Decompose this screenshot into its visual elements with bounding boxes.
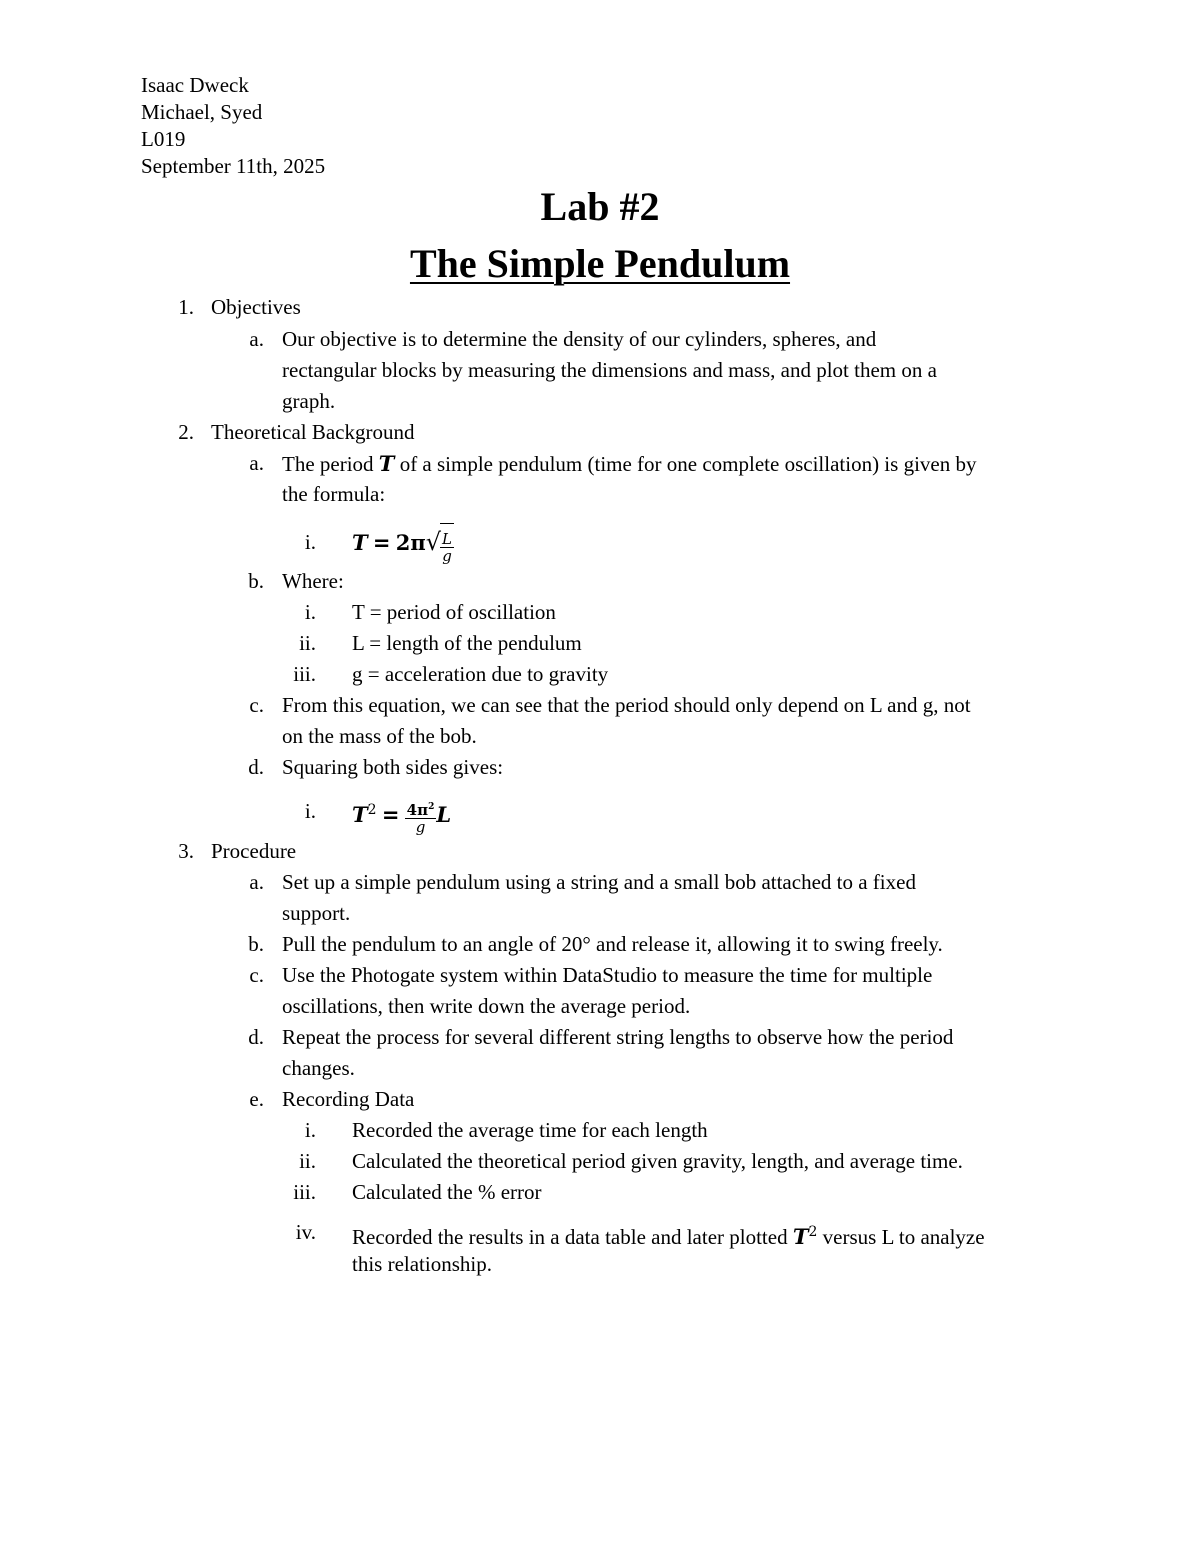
section-3e-marker: e.: [249, 1087, 264, 1111]
recording-item-4-line-2: this relationship.: [352, 1252, 492, 1276]
where-item-2-marker: ii.: [299, 631, 316, 655]
formula-1-denominator: g: [442, 547, 452, 566]
dependence-line-2: on the mass of the bob.: [282, 724, 477, 748]
lab-number-title: Lab #2: [540, 184, 660, 229]
squared-formula: [352, 788, 451, 837]
where-item-1-marker: i.: [304, 600, 316, 624]
procedure-a-line-2: support.: [282, 901, 351, 925]
recording-item-1-marker: i.: [304, 1118, 316, 1142]
recording-item-4-post: versus L to analyze: [817, 1225, 985, 1249]
squaring-label: Squaring both sides gives:: [282, 755, 504, 779]
procedure-c-line-2: oscillations, then write down the average period.: [282, 994, 691, 1018]
section-3-number: 3.: [178, 839, 194, 863]
procedure-d-line-2: changes.: [282, 1056, 355, 1080]
period-intro-post: of a simple pendulum (time for one complete oscillation) is given by: [394, 452, 977, 476]
formula-2-lhs: T: [352, 802, 368, 827]
objective-line-2: rectangular blocks by measuring the dimensions and mass, and plot them on a: [282, 358, 937, 382]
objective-line-1: Our objective is to determine the density of our cylinders, spheres, and: [282, 327, 877, 351]
lab-partners: Michael, Syed: [141, 100, 263, 124]
recording-data-label: Recording Data: [282, 1087, 415, 1111]
section-1a-marker: a.: [249, 327, 264, 351]
report-date: September 11th, 2025: [141, 154, 326, 178]
section-2-heading: Theoretical Background: [211, 420, 415, 444]
period-intro-pre: The period: [282, 452, 379, 476]
formula-2-numerator-base: 4π: [406, 801, 429, 820]
formula-2-numerator: [405, 799, 437, 819]
section-2b-marker: b.: [248, 569, 264, 593]
recording-item-1: Recorded the average time for each length: [352, 1118, 708, 1142]
formula-2-marker: i.: [304, 799, 316, 823]
recording-item-3: Calculated the % error: [352, 1180, 542, 1204]
section-3b-marker: b.: [248, 932, 264, 956]
recording-item-4-pre: Recorded the results in a data table and later plotted: [352, 1225, 793, 1249]
recording-item-4-marker: iv.: [295, 1220, 316, 1244]
lab-subtitle-text: The Simple Pendulum: [409, 241, 791, 286]
recording-item-4-line-1: [352, 1217, 985, 1253]
formula-1-radicand: [440, 523, 454, 568]
recording-item-4-variable: T: [792, 1224, 809, 1249]
formula-2-denominator: g: [415, 818, 426, 837]
recording-item-3-marker: iii.: [293, 1180, 316, 1204]
lab-subtitle: [0, 240, 1200, 288]
section-2c-marker: c.: [249, 693, 264, 717]
section-3d-marker: d.: [248, 1025, 264, 1049]
formula-2-equals: =: [381, 803, 400, 827]
where-item-3-marker: iii.: [293, 662, 316, 686]
formula-2-numerator-exponent: 2: [428, 802, 435, 813]
author-name: Isaac Dweck: [141, 73, 249, 97]
section-1-number: 1.: [178, 295, 194, 319]
where-label: Where:: [282, 569, 344, 593]
section-3c-marker: c.: [249, 963, 264, 987]
formula-2-fraction: [405, 799, 437, 835]
formula-2-lhs-exponent: 2: [367, 802, 377, 818]
period-intro-line-1: [282, 448, 976, 480]
procedure-a-line-1: Set up a simple pendulum using a string and a small bob attached to a fixed: [282, 870, 916, 894]
dependence-line-1: From this equation, we can see that the period should only depend on L and g, not: [282, 693, 971, 717]
objective-line-3: graph.: [282, 389, 336, 413]
section-1-heading: Objectives: [211, 295, 301, 319]
where-item-1: T = period of oscillation: [352, 600, 556, 624]
procedure-c-line-1: Use the Photogate system within DataStudio to measure the time for multiple: [282, 963, 933, 987]
formula-1-equals: =: [372, 531, 391, 555]
formula-1-lhs: T: [352, 530, 368, 555]
section-2-number: 2.: [178, 420, 194, 444]
formula-1-marker: i.: [304, 530, 316, 554]
section-2d-marker: d.: [248, 755, 264, 779]
square-root-icon: √: [425, 528, 442, 556]
procedure-b-line-1: Pull the pendulum to an angle of 20° and release it, allowing it to swing freely.: [282, 932, 943, 956]
period-variable: T: [378, 451, 395, 476]
lab-section: L019: [141, 127, 186, 151]
procedure-d-line-1: Repeat the process for several different string lengths to observe how the period: [282, 1025, 954, 1049]
period-formula: [352, 520, 454, 568]
formula-1-coefficient: 2π: [395, 530, 426, 555]
recording-item-2-marker: ii.: [299, 1149, 316, 1173]
formula-2-rhs: L: [436, 802, 452, 827]
where-item-2: L = length of the pendulum: [352, 631, 582, 655]
period-intro-line-2: the formula:: [282, 482, 386, 506]
where-item-3: g = acceleration due to gravity: [352, 662, 609, 686]
section-3-heading: Procedure: [211, 839, 297, 863]
recording-item-2: Calculated the theoretical period given gravity, length, and average time.: [352, 1149, 963, 1173]
section-3a-marker: a.: [249, 870, 264, 894]
section-2a-marker: a.: [249, 451, 264, 475]
formula-1-numerator: L: [442, 530, 452, 549]
recording-item-4-exponent: 2: [808, 1224, 818, 1240]
